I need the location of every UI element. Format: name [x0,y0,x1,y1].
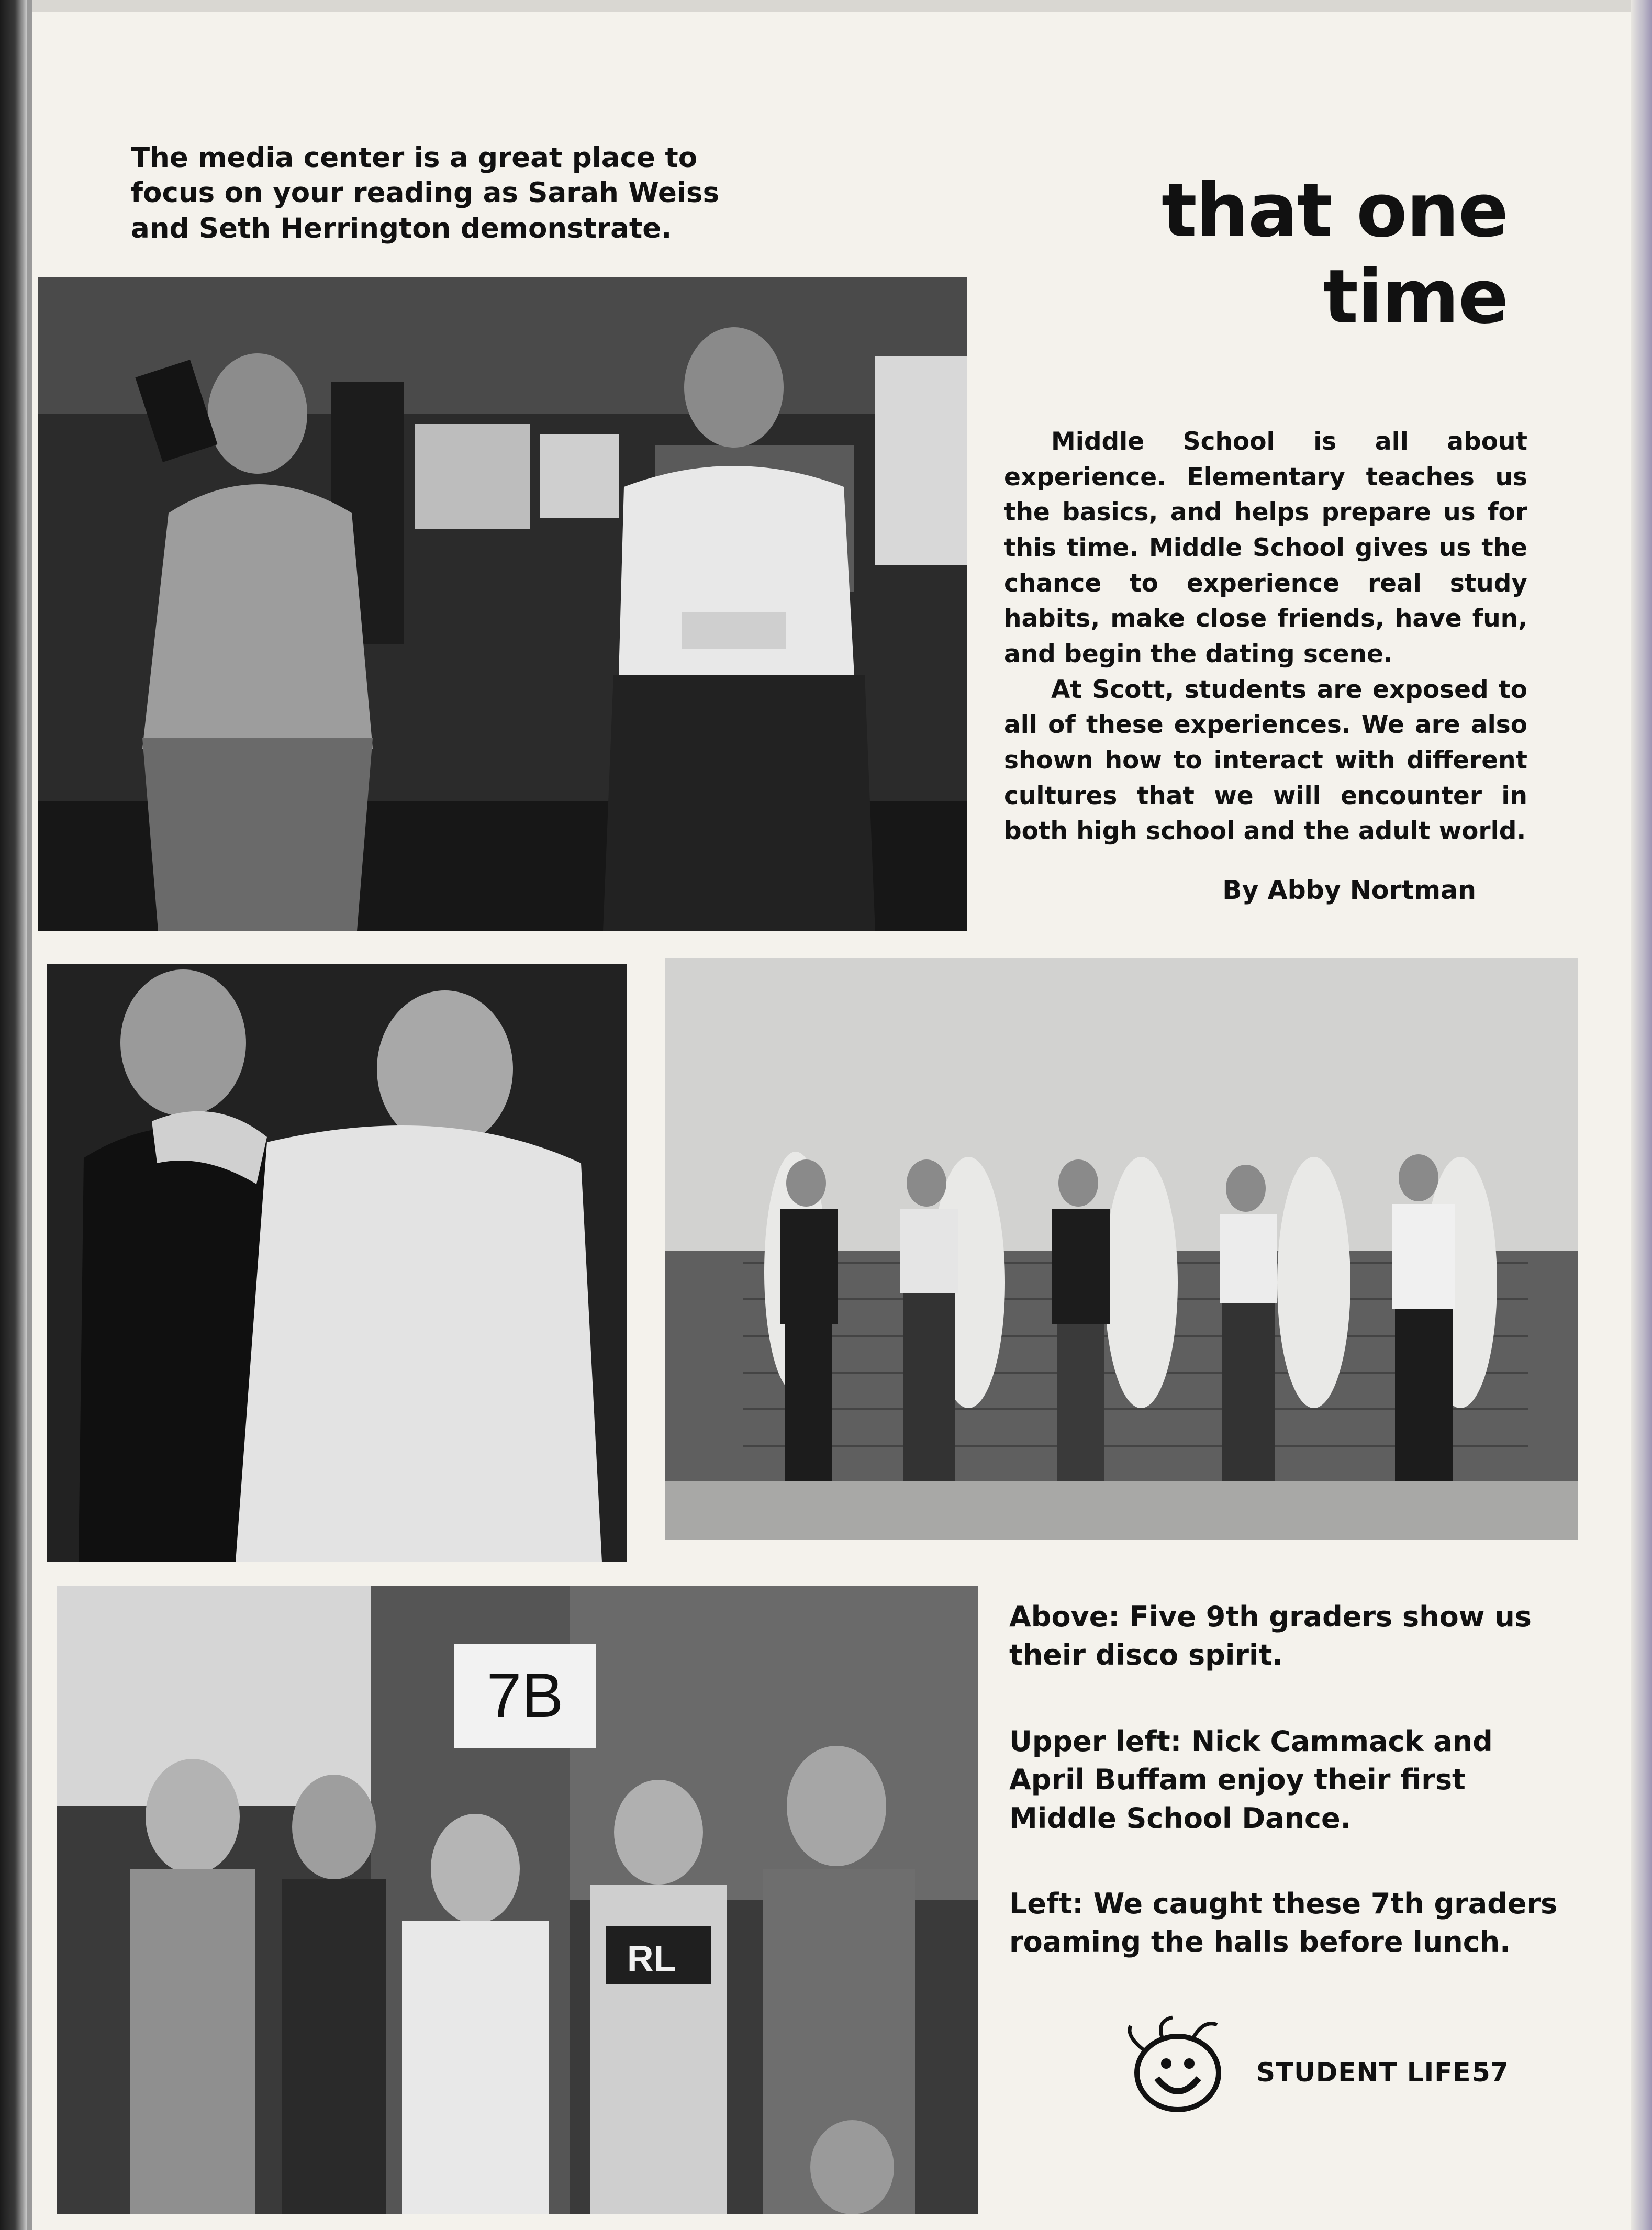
essay-paragraph-1: Middle School is all about experience. Elementary teaches us the basics, and helps prepare us for this time. Middle School gives us the chance to experience real study habits, make close friends, have fun, and begin the dating scene. [1004,427,1527,669]
page-right-edge [1631,0,1652,2230]
book-binding [0,0,27,2230]
shirt-logo: RL [627,1938,676,1979]
caption-above: Above: Five 9th graders show us their disco spirit. [1009,1600,1532,1672]
caption-upper-left: Upper left: Nick Cammack and April Buffam enjoy their first Middle School Dance. [1009,1725,1493,1835]
page-title: that one time [1161,168,1508,340]
essay-byline: By Abby Nortman [1222,875,1476,905]
halls-photo [57,1586,978,2214]
footer-section-label: STUDENT LIFE [1256,2057,1471,2088]
disco-photo [665,958,1578,1540]
dance-photo [47,964,627,1562]
page-top-edge [0,0,1652,12]
footer-page-number: 57 [1472,2057,1509,2088]
smiley-bee-icon [1120,2015,1230,2115]
binding-strip [27,0,32,2230]
media-center-photo [38,277,967,931]
caption-left: Left: We caught these 7th graders roaming the halls before lunch. [1009,1887,1558,1959]
essay-text [1004,424,1527,849]
media-center-caption: The media center is a great place to focus on your reading as Sarah Weiss and Seth Herrington demonstrate. [131,142,720,244]
essay-paragraph-2: At Scott, students are exposed to all of these experiences. We are also shown how to interact with different cultures that we will encounter in both high school and the adult world. [1004,675,1527,846]
hall-sign: 7B [486,1660,564,1731]
